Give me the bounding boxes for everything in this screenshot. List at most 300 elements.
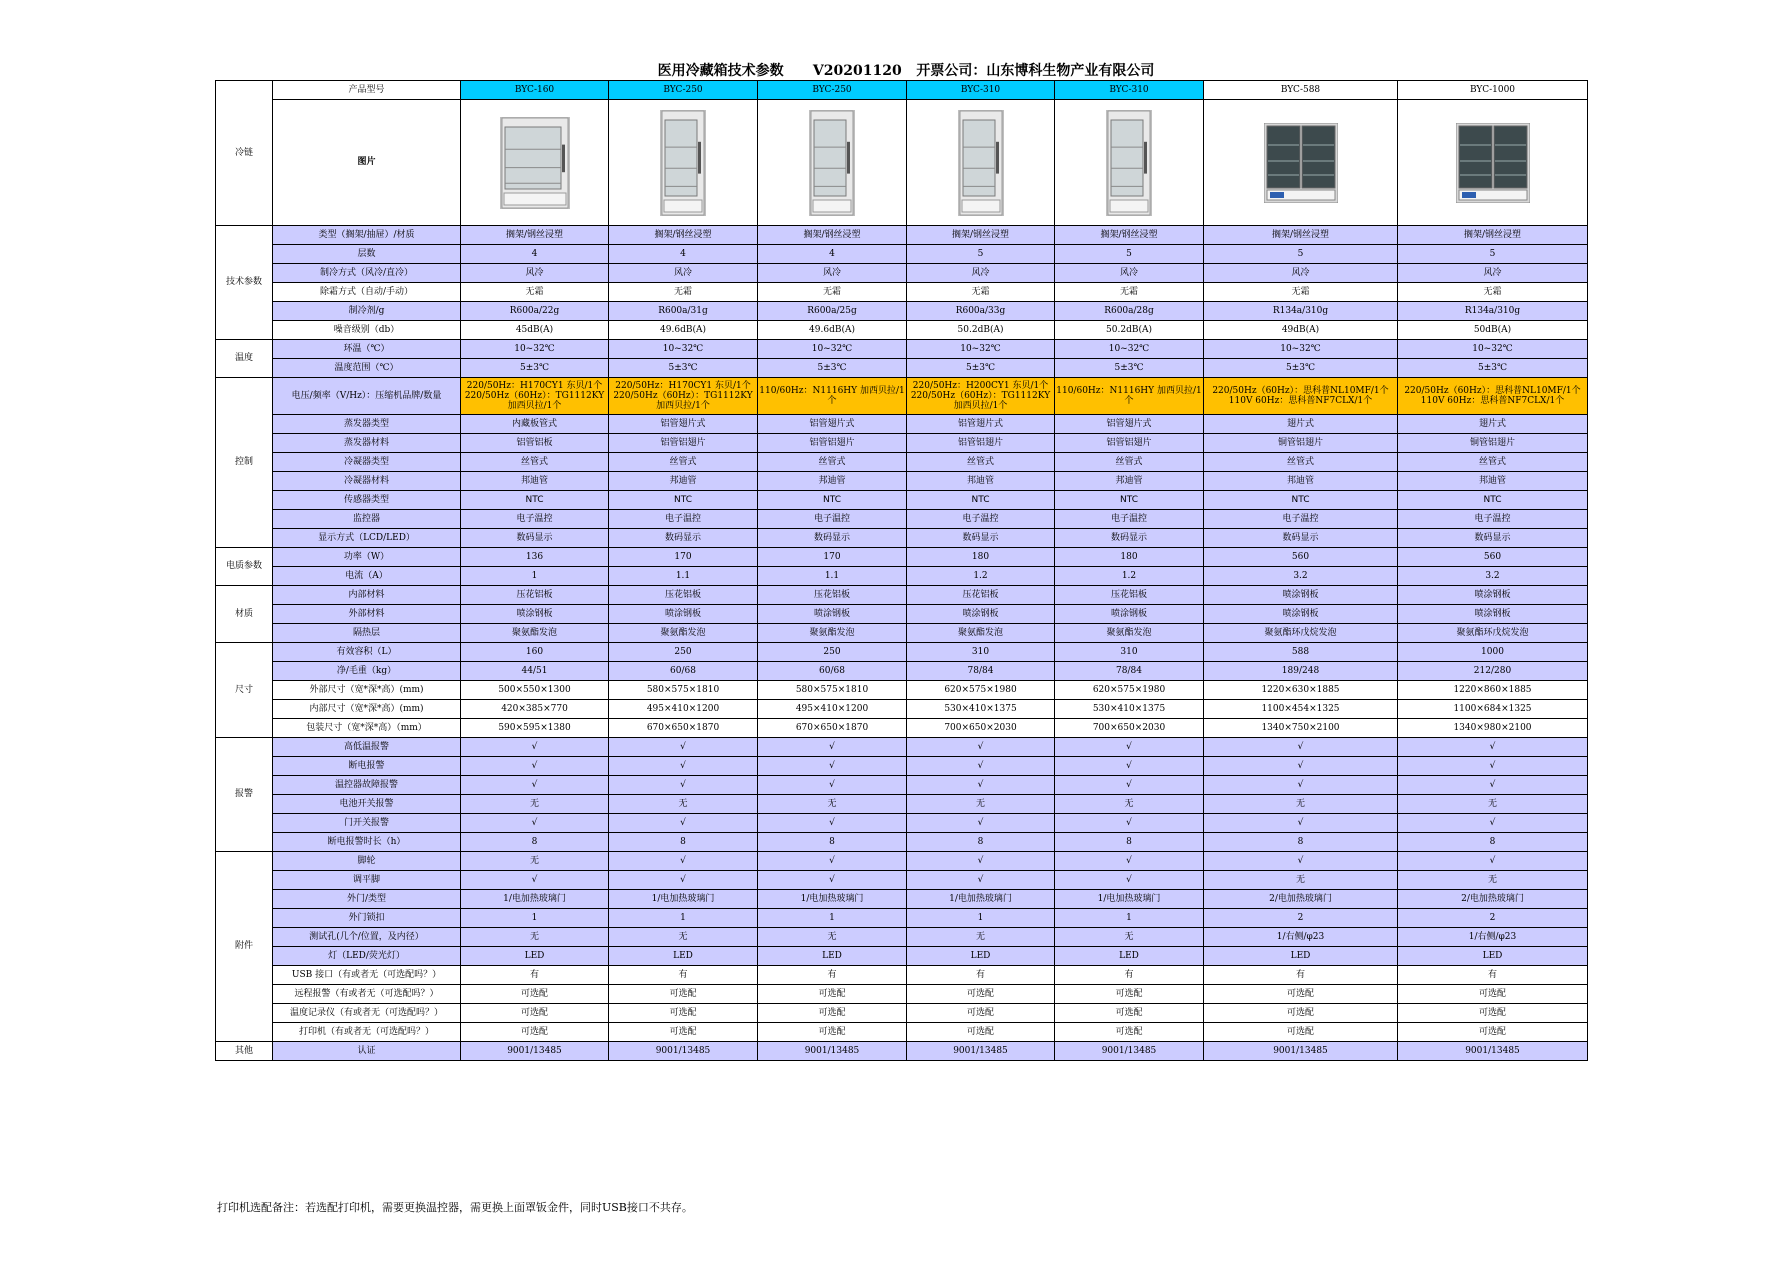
spec-value: √ [1055,776,1204,795]
spec-row [216,586,1588,605]
spec-value: 可选配 [609,1023,758,1042]
spec-value: 邦迪管 [1204,472,1398,491]
spec-value: √ [1204,814,1398,833]
spec-value: 数码显示 [1398,529,1588,548]
spec-value: 可选配 [461,1023,609,1042]
spec-label: 除霜方式（自动/手动） [273,283,461,302]
category-alarm: 报警 [216,738,273,852]
spec-value: 49.6dB(A) [758,321,907,340]
product-photo-cell [907,100,1055,226]
spec-value: 160 [461,643,609,662]
spec-label: 远程报警（有或者无（可选配吗？） [273,985,461,1004]
spec-value: 1/电加热玻璃门 [907,890,1055,909]
model-label: 产品型号 [273,81,461,100]
spec-value: 50.2dB(A) [907,321,1055,340]
spec-value: 2/电加热玻璃门 [1204,890,1398,909]
fridge-photo [500,117,570,209]
category-cold-chain: 冷链 [216,81,273,226]
spec-label: 脚轮 [273,852,461,871]
spec-value: 喷涂钢板 [1204,605,1398,624]
spec-value: 530×410×1375 [1055,700,1204,719]
spec-value: 10~32℃ [1055,340,1204,359]
spec-label: 外部材料 [273,605,461,624]
spec-value: 1220×630×1885 [1204,681,1398,700]
product-photo-cell [609,100,758,226]
category-electric: 电质参数 [216,548,273,586]
spec-value: 1220×860×1885 [1398,681,1588,700]
spec-row [216,700,1588,719]
spec-value: 60/68 [609,662,758,681]
spec-value: 喷涂钢板 [907,605,1055,624]
spec-value: 1/右侧/φ23 [1204,928,1398,947]
spec-value: R600a/31g [609,302,758,321]
spec-value: √ [758,757,907,776]
spec-value: 铜管铝翅片 [1398,434,1588,453]
spec-value: 5±3℃ [1204,359,1398,378]
spec-value: 9001/13485 [907,1042,1055,1061]
spec-label: 监控器 [273,510,461,529]
spec-value: √ [1055,738,1204,757]
spec-label: 制冷剂/g [273,302,461,321]
spec-value: NTC [609,491,758,510]
spec-label: 打印机（有或者无（可选配吗？） [273,1023,461,1042]
spec-value: 1000 [1398,643,1588,662]
spec-label: 外部尺寸（宽*深*高）(mm) [273,681,461,700]
spec-value: 1340×980×2100 [1398,719,1588,738]
spec-value: 5±3℃ [609,359,758,378]
spec-value: 700×650×2030 [1055,719,1204,738]
spec-value: 1100×684×1325 [1398,700,1588,719]
header-row [216,81,1588,100]
spec-value: 可选配 [1398,985,1588,1004]
spec-value: 560 [1398,548,1588,567]
spec-value: 无霜 [1055,283,1204,302]
spec-value: 压花铝板 [907,586,1055,605]
spec-value: 喷涂钢板 [461,605,609,624]
spec-value: 可选配 [1055,1023,1204,1042]
spec-value: 5 [1204,245,1398,264]
spec-value: 49dB(A) [1204,321,1398,340]
model-name: BYC-310 [907,81,1055,100]
spec-value: 可选配 [609,985,758,1004]
spec-value: 电子温控 [461,510,609,529]
spec-value: 无 [461,795,609,814]
spec-value: 邦迪管 [1055,472,1204,491]
spec-row [216,738,1588,757]
spec-value: 风冷 [758,264,907,283]
spec-value: 丝管式 [1204,453,1398,472]
picture-row [216,100,1588,226]
product-photo-cell [1398,100,1588,226]
spec-value: 1100×454×1325 [1204,700,1398,719]
spec-row [216,662,1588,681]
spec-row [216,472,1588,491]
spec-value: 无 [1204,871,1398,890]
spec-value: 无 [609,795,758,814]
spec-value: LED [1204,947,1398,966]
spec-label: 门开关报警 [273,814,461,833]
spec-value: 铝管翅片式 [907,415,1055,434]
spec-value: 邦迪管 [758,472,907,491]
spec-value: 1 [461,567,609,586]
spec-label: USB 接口（有或者无（可选配吗？） [273,966,461,985]
spec-value: 49.6dB(A) [609,321,758,340]
spec-value: 内藏板管式 [461,415,609,434]
spec-value: LED [758,947,907,966]
spec-value: 无霜 [609,283,758,302]
spec-value: 数码显示 [461,529,609,548]
spec-value: 44/51 [461,662,609,681]
spec-value: √ [1398,814,1588,833]
spec-value: 180 [907,548,1055,567]
spec-value: 无 [1398,871,1588,890]
spec-value: 500×550×1300 [461,681,609,700]
spec-value: 670×650×1870 [609,719,758,738]
fridge-photo [1106,110,1152,216]
spec-value: 1/电加热玻璃门 [758,890,907,909]
printer-note: 打印机选配备注：若选配打印机，需要更换温控器，需更换上面罩钣金件，同时USB接口不共存。 [217,1201,693,1214]
spec-value: 可选配 [609,1004,758,1023]
spec-value: 136 [461,548,609,567]
category-other: 其他 [216,1042,273,1061]
spec-value: 580×575×1810 [758,681,907,700]
spec-value: 1.1 [758,567,907,586]
spec-row [216,529,1588,548]
spec-value: 9001/13485 [609,1042,758,1061]
spec-value: 50dB(A) [1398,321,1588,340]
spec-value: 喷涂钢板 [1398,586,1588,605]
spec-value: 1 [758,909,907,928]
model-name: BYC-1000 [1398,81,1588,100]
spec-value: 数码显示 [609,529,758,548]
spec-value: 压花铝板 [1055,586,1204,605]
spec-value: 聚氨酯发泡 [609,624,758,643]
spec-value: 电子温控 [1204,510,1398,529]
spec-value: 电子温控 [758,510,907,529]
model-name: BYC-310 [1055,81,1204,100]
spec-value: 无霜 [1204,283,1398,302]
spec-value: 可选配 [461,1004,609,1023]
spec-row [216,321,1588,340]
spec-label: 包装尺寸（宽*深*高）（mm） [273,719,461,738]
spec-value: 喷涂钢板 [1398,605,1588,624]
spec-value: 1/电加热玻璃门 [461,890,609,909]
spec-value: 聚氨酯发泡 [1055,624,1204,643]
spec-value: √ [1055,757,1204,776]
spec-value: 1 [461,909,609,928]
spec-value: 有 [461,966,609,985]
spec-value: 590×595×1380 [461,719,609,738]
spec-value: √ [461,757,609,776]
spec-row [216,624,1588,643]
spec-value: 有 [907,966,1055,985]
product-photo-cell [1204,100,1398,226]
spec-value: 无 [1055,795,1204,814]
spec-label: 电池开关报警 [273,795,461,814]
spec-value: √ [609,776,758,795]
spec-value: LED [1398,947,1588,966]
spec-row [216,909,1588,928]
spec-value: 2/电加热玻璃门 [1398,890,1588,909]
spec-value: 喷涂钢板 [609,605,758,624]
spec-row [216,681,1588,700]
spec-row [216,928,1588,947]
spec-value: 250 [609,643,758,662]
product-photo-cell [1055,100,1204,226]
spec-value: 4 [609,245,758,264]
spec-value: 可选配 [1204,1023,1398,1042]
spec-value: 无 [609,928,758,947]
fridge-photo [660,110,706,216]
spec-value: 10~32℃ [1204,340,1398,359]
spec-value: LED [907,947,1055,966]
spec-value: 无 [758,928,907,947]
spec-value: 电子温控 [907,510,1055,529]
spec-row [216,302,1588,321]
spec-value: 搁架/钢丝浸塑 [461,226,609,245]
spec-value: 9001/13485 [1055,1042,1204,1061]
spec-value: 8 [1055,833,1204,852]
spec-value: 风冷 [461,264,609,283]
spec-row [216,1023,1588,1042]
spec-value: √ [461,871,609,890]
model-name: BYC-250 [758,81,907,100]
spec-value: √ [609,871,758,890]
spec-value: 220/50Hz（60Hz）：思科普NL10MF/1个 110V 60Hz：思科普NF7CLX/1个 [1204,378,1398,415]
spec-value: 铝管翅片式 [609,415,758,434]
spec-row [216,776,1588,795]
spec-value: 可选配 [907,985,1055,1004]
spec-value: 670×650×1870 [758,719,907,738]
spec-value: 620×575×1980 [907,681,1055,700]
spec-value: 可选配 [1204,985,1398,1004]
spec-value: 50.2dB(A) [1055,321,1204,340]
spec-value: 搁架/钢丝浸塑 [1398,226,1588,245]
spec-row [216,890,1588,909]
spec-value: 9001/13485 [1204,1042,1398,1061]
spec-row [216,947,1588,966]
spec-value: 495×410×1200 [609,700,758,719]
spec-value: 5 [1398,245,1588,264]
spec-value: R134a/310g [1398,302,1588,321]
spec-value: √ [758,814,907,833]
spec-value: 搁架/钢丝浸塑 [1204,226,1398,245]
spec-value: 1 [609,909,758,928]
spec-value: 可选配 [461,985,609,1004]
spec-row [216,814,1588,833]
spec-label: 冷凝器类型 [273,453,461,472]
spec-value: 有 [1398,966,1588,985]
spec-row [216,719,1588,738]
spec-value: 1 [1055,909,1204,928]
spec-value: 3.2 [1204,567,1398,586]
spec-value: 无霜 [907,283,1055,302]
spec-value: 无 [1055,928,1204,947]
spec-row [216,283,1588,302]
spec-label: 环温（℃） [273,340,461,359]
spec-value: 有 [758,966,907,985]
spec-value: √ [758,776,907,795]
page-title: 医用冷藏箱技术参数 V20201120 开票公司：山东博科生物产业有限公司 [657,63,1155,79]
spec-value: 5 [907,245,1055,264]
fridge-photo [958,110,1004,216]
spec-label: 蒸发器材料 [273,434,461,453]
spec-row [216,359,1588,378]
spec-table [215,80,1588,1061]
spec-label: 传感器类型 [273,491,461,510]
spec-value: 搁架/钢丝浸塑 [609,226,758,245]
model-name: BYC-160 [461,81,609,100]
spec-value: 丝管式 [907,453,1055,472]
model-name: BYC-250 [609,81,758,100]
spec-value: 可选配 [758,1023,907,1042]
spec-value: √ [1398,852,1588,871]
spec-value: 铝管翅片式 [758,415,907,434]
spec-value: 220/50Hz：H170CY1 东贝/1个 220/50Hz（60Hz）：TG1112KY 加西贝拉/1个 [609,378,758,415]
spec-label: 净/毛重（kg） [273,662,461,681]
spec-value: 9001/13485 [461,1042,609,1061]
spec-value: √ [1398,776,1588,795]
spec-label: 内部材料 [273,586,461,605]
spec-row [216,415,1588,434]
spec-label: 测试孔(几个/位置，及内径） [273,928,461,947]
spec-value: 5±3℃ [1055,359,1204,378]
spec-value: NTC [461,491,609,510]
spec-label: 断电报警时长（h） [273,833,461,852]
spec-label: 灯（LED/荧光灯） [273,947,461,966]
spec-value: 1.2 [1055,567,1204,586]
spec-value: 4 [758,245,907,264]
spec-value: 无 [907,928,1055,947]
spec-value: 铝管铝翅片 [1055,434,1204,453]
spec-label: 层数 [273,245,461,264]
spec-value: 邦迪管 [461,472,609,491]
spec-value: √ [907,814,1055,833]
spec-value: 78/84 [907,662,1055,681]
spec-value: √ [758,871,907,890]
spec-value: 风冷 [1204,264,1398,283]
spec-row [216,871,1588,890]
spec-value: 有 [1204,966,1398,985]
spec-value: 310 [1055,643,1204,662]
spec-value: 无霜 [1398,283,1588,302]
spec-value: 5±3℃ [907,359,1055,378]
product-photo-cell [758,100,907,226]
spec-row [216,795,1588,814]
spec-value: 无 [1398,795,1588,814]
spec-value: 喷涂钢板 [1055,605,1204,624]
spec-value: NTC [1398,491,1588,510]
spec-label: 冷凝器材料 [273,472,461,491]
spec-value: 数码显示 [1055,529,1204,548]
spec-value: 110/60Hz：N1116HY 加西贝拉/1个 [1055,378,1204,415]
spec-value: 170 [609,548,758,567]
spec-value: NTC [758,491,907,510]
spec-value: √ [907,852,1055,871]
picture-label: 图片 [273,100,461,226]
spec-value: 1/右侧/φ23 [1398,928,1588,947]
spec-row [216,434,1588,453]
spec-value: 邦迪管 [609,472,758,491]
spec-value: 电子温控 [1055,510,1204,529]
spec-value: 8 [1398,833,1588,852]
spec-value: √ [609,757,758,776]
spec-row [216,264,1588,283]
spec-value: 丝管式 [1398,453,1588,472]
spec-value: √ [461,776,609,795]
spec-value: 压花铝板 [609,586,758,605]
spec-row [216,340,1588,359]
spec-value: 聚氨酯环戊烷发泡 [1204,624,1398,643]
spec-value: 110/60Hz：N1116HY 加西贝拉/1个 [758,378,907,415]
spec-value: √ [907,738,1055,757]
spec-label: 噪音级别（db） [273,321,461,340]
spec-value: 45dB(A) [461,321,609,340]
spec-value: 10~32℃ [907,340,1055,359]
spec-value: 聚氨酯发泡 [758,624,907,643]
spec-label: 外门锁扣 [273,909,461,928]
spec-value: 5±3℃ [758,359,907,378]
spec-value: 220/50Hz（60Hz）：思科普NL10MF/1个 110V 60Hz：思科普NF7CLX/1个 [1398,378,1588,415]
spec-value: NTC [1204,491,1398,510]
spec-label: 温度范围（℃） [273,359,461,378]
spec-value: 可选配 [1055,1004,1204,1023]
spec-value: R600a/22g [461,302,609,321]
spec-value: √ [609,738,758,757]
spec-value: 8 [758,833,907,852]
spec-value: 丝管式 [1055,453,1204,472]
spec-row [216,378,1588,415]
spec-row [216,245,1588,264]
spec-value: √ [758,852,907,871]
spec-value: 搁架/钢丝浸塑 [758,226,907,245]
spec-value: LED [1055,947,1204,966]
spec-value: 可选配 [758,1004,907,1023]
spec-row [216,985,1588,1004]
spec-value: 250 [758,643,907,662]
spec-value: 丝管式 [609,453,758,472]
spec-row [216,510,1588,529]
spec-value: 180 [1055,548,1204,567]
category-material: 材质 [216,586,273,643]
spec-value: √ [1204,738,1398,757]
spec-value: 420×385×770 [461,700,609,719]
spec-value: 78/84 [1055,662,1204,681]
spec-value: 数码显示 [758,529,907,548]
spec-row [216,833,1588,852]
spec-value: LED [461,947,609,966]
spec-value: √ [1398,738,1588,757]
spec-value: 60/68 [758,662,907,681]
spec-value: 喷涂钢板 [758,605,907,624]
spec-value: √ [1055,852,1204,871]
spec-value: 电子温控 [609,510,758,529]
spec-value: 无 [461,852,609,871]
spec-value: 5±3℃ [461,359,609,378]
spec-label: 断电报警 [273,757,461,776]
spec-value: 1340×750×2100 [1204,719,1398,738]
spec-value: 铝管翅片式 [1055,415,1204,434]
spec-value: 数码显示 [907,529,1055,548]
spec-value: 压花铝板 [461,586,609,605]
spec-value: 10~32℃ [758,340,907,359]
spec-value: 铜管铝翅片 [1204,434,1398,453]
spec-label: 调平脚 [273,871,461,890]
spec-value: 风冷 [609,264,758,283]
spec-label: 类型（搁架/抽屉）/材质 [273,226,461,245]
spec-value: 搁架/钢丝浸塑 [1055,226,1204,245]
spec-value: 铝管铝翅片 [758,434,907,453]
